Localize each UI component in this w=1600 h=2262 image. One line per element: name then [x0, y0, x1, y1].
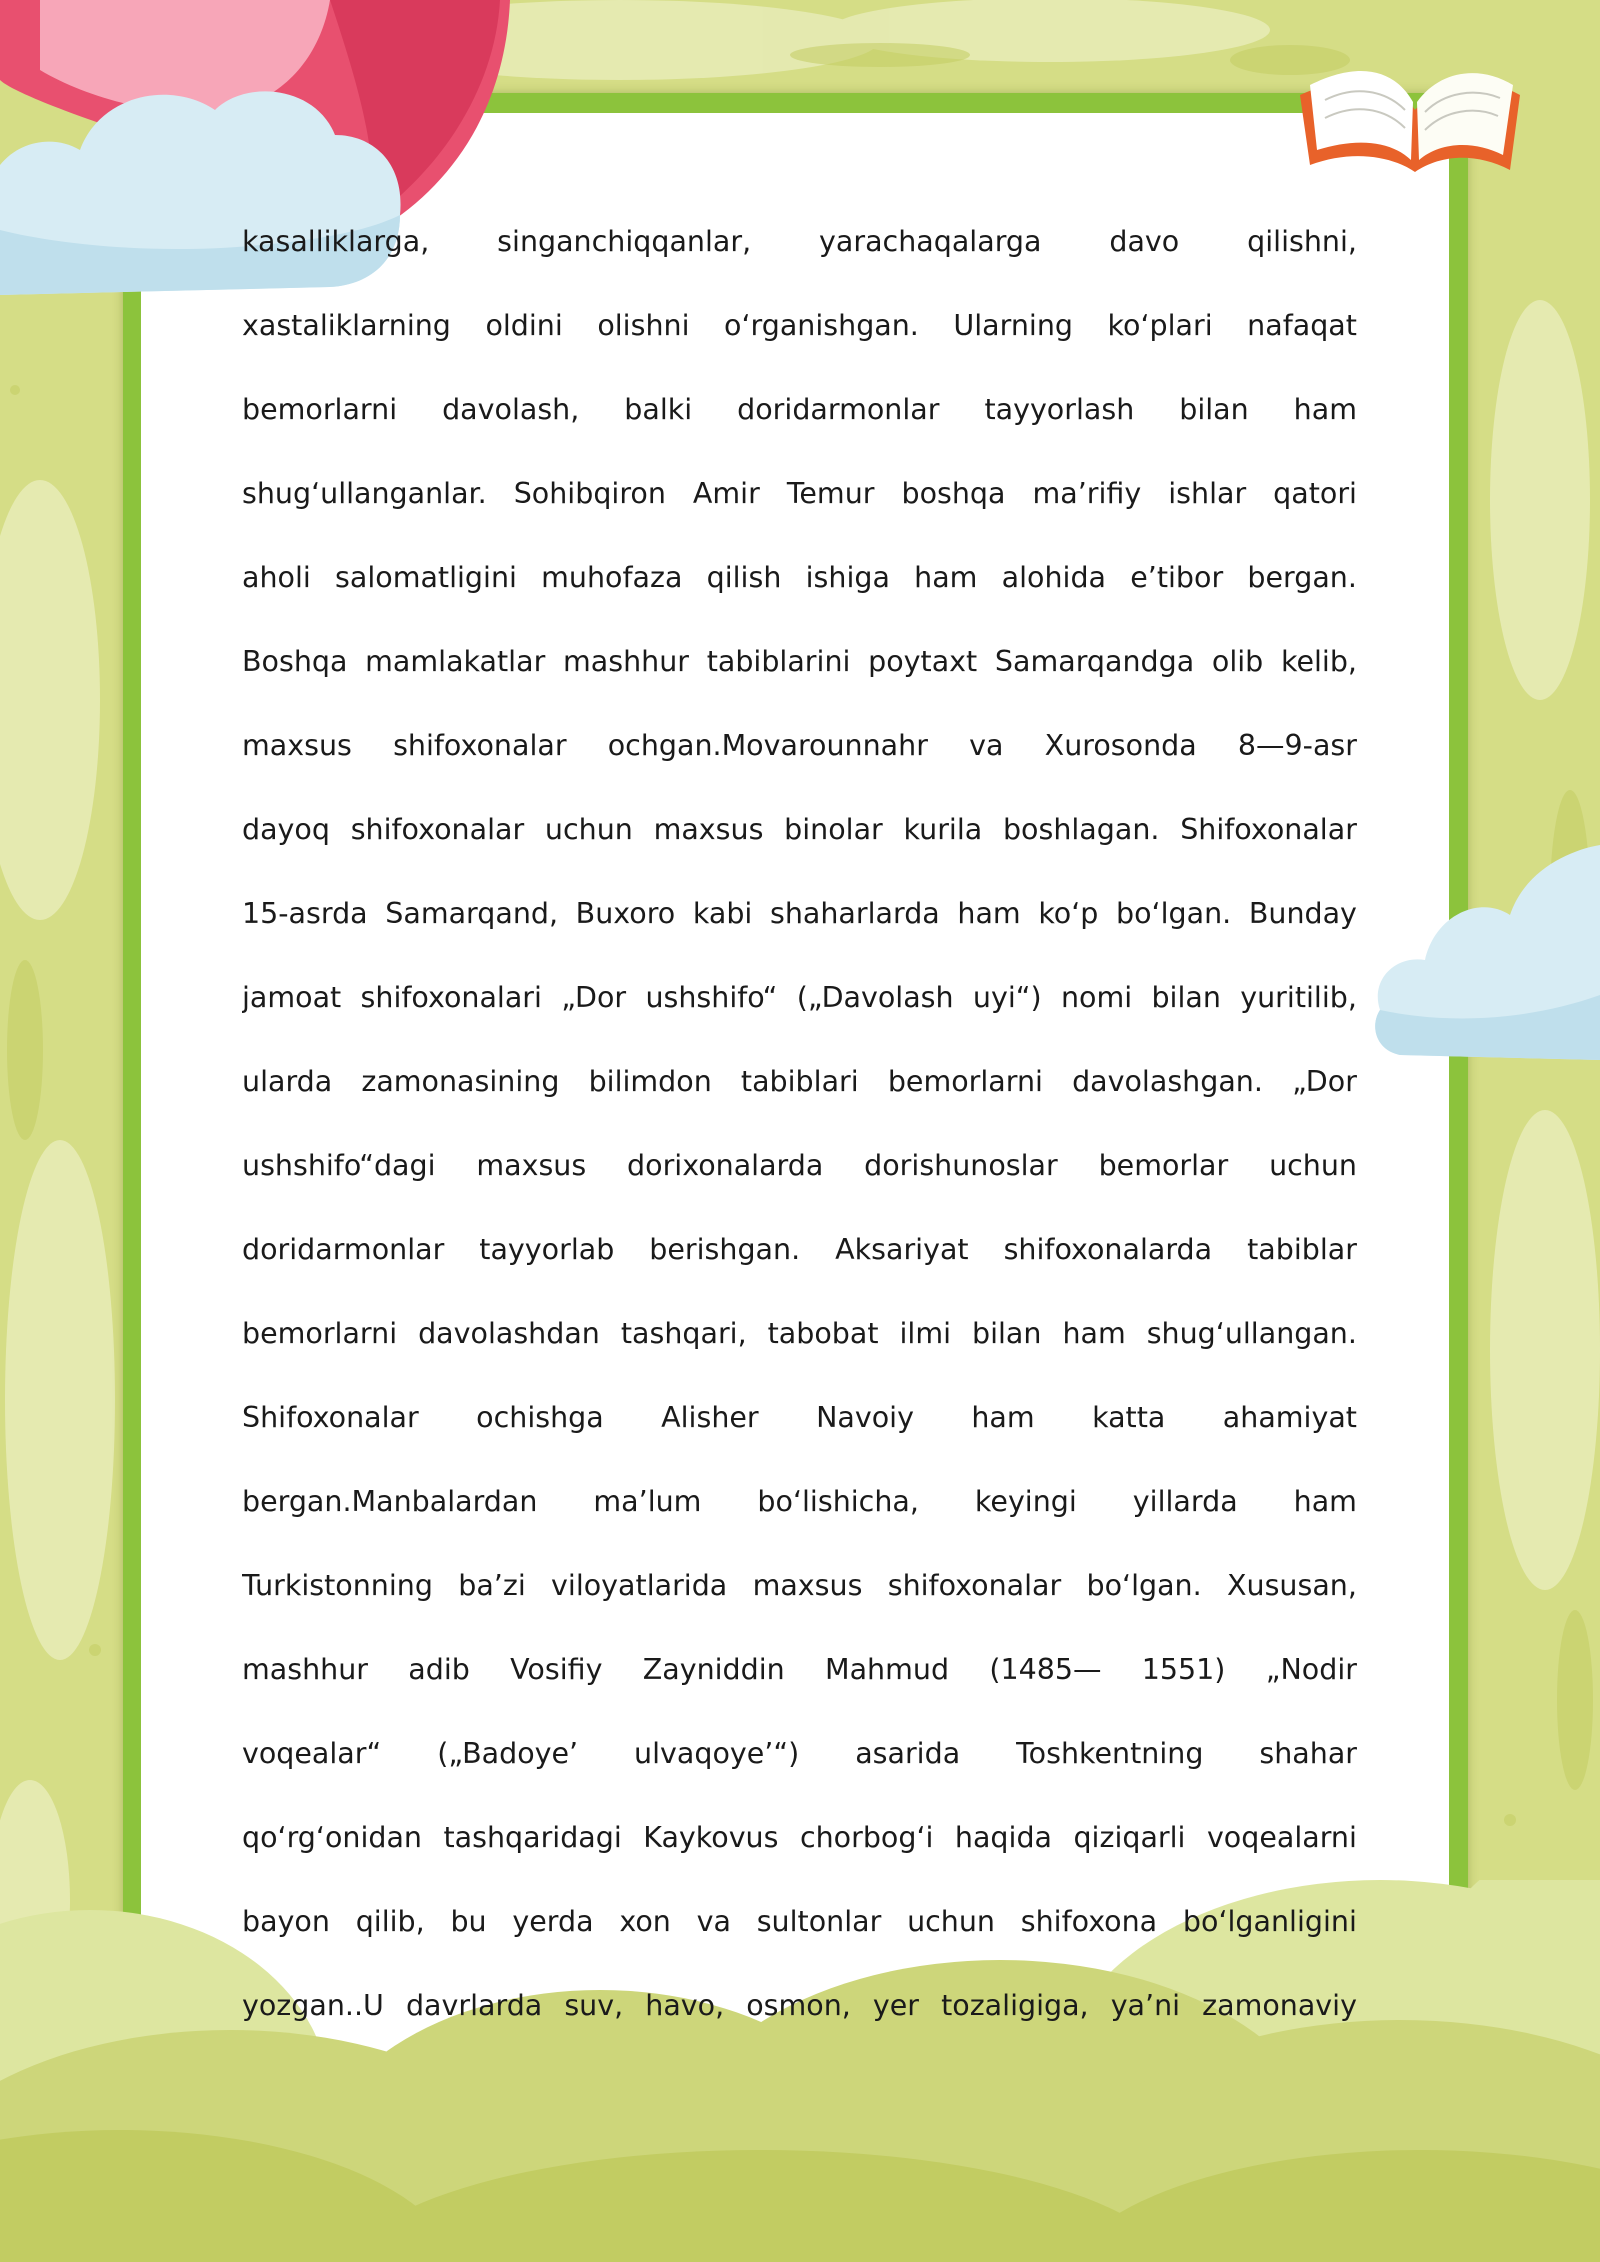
text-line: Boshqa mamlakatlar mashhur tabiblarini poytaxt Samarqandga olib kelib, — [242, 645, 1357, 678]
text-line: bemorlarni davolashdan tashqari, tabobat ilmi bilan ham shugʻullangan. — [242, 1317, 1357, 1350]
text-line: Turkistonning ba’zi viloyatlarida maxsus shifoxonalar boʻlgan. Xususan, — [242, 1569, 1357, 1602]
open-book-icon — [1295, 40, 1525, 180]
text-line: dayoq shifoxonalar uchun maxsus binolar kurila boshlagan. Shifoxonalar — [242, 813, 1357, 846]
text-line: bemorlarni davolash, balki doridarmonlar tayyorlash bilan ham — [242, 393, 1357, 426]
text-line: jamoat shifoxonalari „Dor ushshifo“ („Davolash uyi“) nomi bilan yuritilib, — [242, 981, 1357, 1014]
text-line: qoʻrgʻonidan tashqaridagi Kaykovus chorbogʻi haqida qiziqarli voqealarni — [242, 1821, 1357, 1854]
text-line: doridarmonlar tayyorlab berishgan. Aksariyat shifoxonalarda tabiblar — [242, 1233, 1357, 1266]
text-line: mashhur adib Vosifiy Zayniddin Mahmud (1485— 1551) „Nodir — [242, 1653, 1357, 1686]
text-line: voqealar“ („Badoye’ ulvaqoye’“) asarida Toshkentning shahar — [242, 1737, 1357, 1770]
text-line: ushshifo“dagi maxsus dorixonalarda dorishunoslar bemorlar uchun — [242, 1149, 1357, 1182]
body-paragraph — [242, 200, 1357, 2048]
text-line: bayon qilib, bu yerda xon va sultonlar uchun shifoxona boʻlganligini — [242, 1905, 1357, 1938]
text-line: aholi salomatligini muhofaza qilish ishiga ham alohida e’tibor bergan. — [242, 561, 1357, 594]
text-line: bergan.Manbalardan ma’lum boʻlishicha, keyingi yillarda ham — [242, 1485, 1357, 1518]
text-line: yozgan..U davrlarda suv, havo, osmon, yer tozaligiga, ya’ni zamonaviy — [242, 1989, 1357, 2022]
text-line: ularda zamonasining bilimdon tabiblari bemorlarni davolashgan. „Dor — [242, 1065, 1357, 1098]
text-line: maxsus shifoxonalar ochgan.Movarounnahr va Xurosonda 8—9-asr — [242, 729, 1357, 762]
text-line: Shifoxonalar ochishga Alisher Navoiy ham katta ahamiyat — [242, 1401, 1357, 1434]
text-line: kasalliklarga, singanchiqqanlar, yarachaqalarga davo qilishni, — [242, 225, 1357, 258]
text-line: xastaliklarning oldini olishni oʻrganishgan. Ularning koʻplari nafaqat — [242, 309, 1357, 342]
text-line: 15-asrda Samarqand, Buxoro kabi shaharlarda ham koʻp boʻlgan. Bunday — [242, 897, 1357, 930]
text-line: shugʻullanganlar. Sohibqiron Amir Temur boshqa ma’rifiy ishlar qatori — [242, 477, 1357, 510]
cloud-icon — [1370, 845, 1600, 1060]
